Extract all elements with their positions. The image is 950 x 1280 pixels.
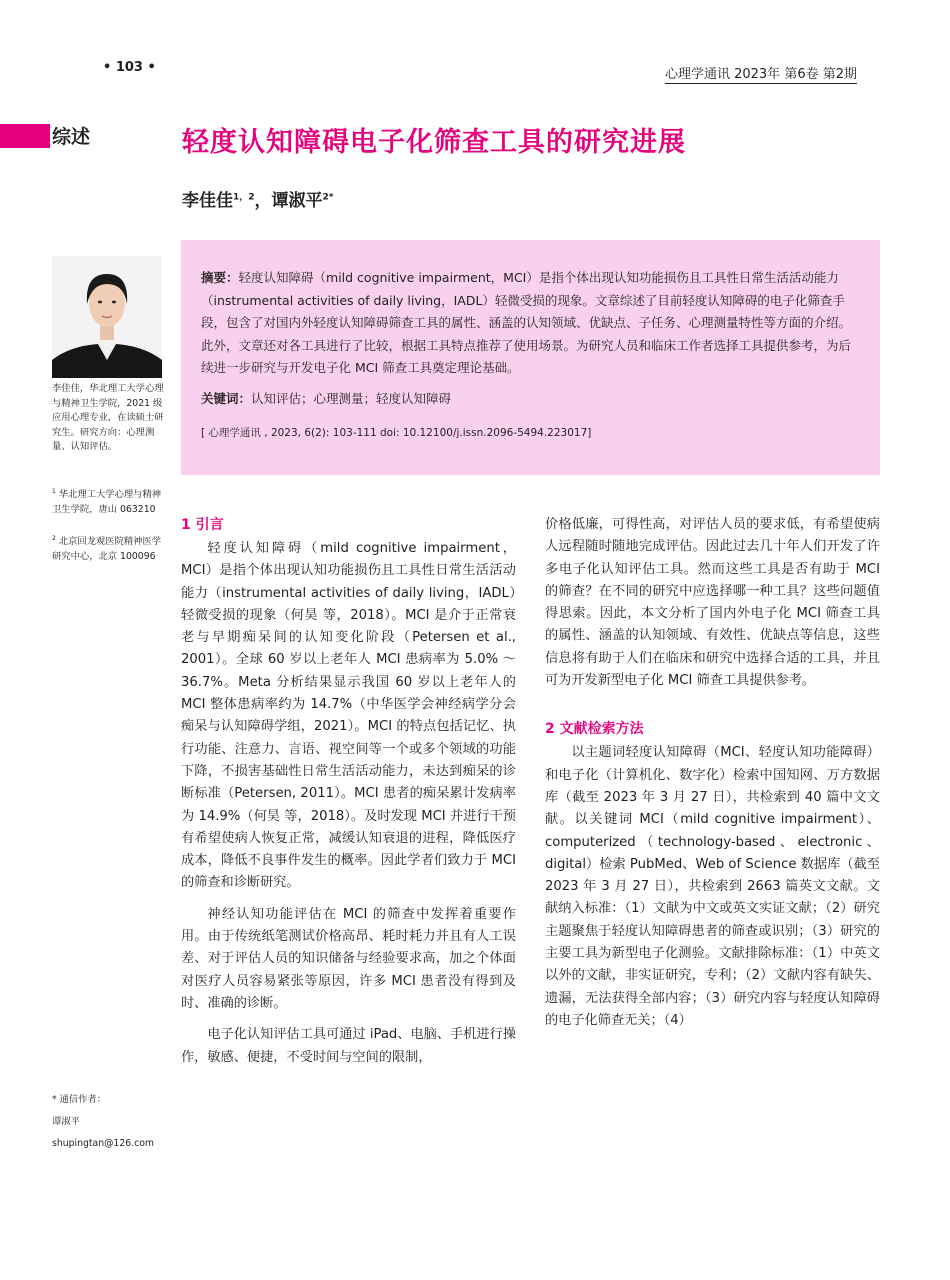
keywords-label: 关键词：	[201, 390, 252, 406]
author-1-affiliation-mark: 1，2	[233, 192, 255, 203]
affiliation-1-text: 华北理工大学心理与精神卫生学院，唐山 063210	[52, 489, 162, 515]
affiliation-1-mark: 1	[52, 488, 56, 495]
abstract-label: 摘要：	[201, 270, 239, 285]
paragraph-4: 以主题词轻度认知障碍（MCI、轻度认知功能障碍）和电子化（计算机化、数字化）检索中国知网、万方数据库（截至 2023 年 3 月 27 日），共检索到 40 篇中文文献。以关键词 MCI（mild cognitive impairment）、computerized（technology-based、electronic、digital）检索 PubMed、Web of Science 数据库（截至 2023 年 3 月 27 日），共检索到 2663 篇英文文献。文献纳入标准：（1）文献为中文或英文实证文献；（2）研究主题聚焦于轻度认知障碍患者的筛查或识别；（3）研究的主要工具为新型电子化测验。文献排除标准：（1）中英文以外的文献，非实证研究，专利；（2）文献内容有缺失、遗漏，无法获得全部内容；（3）研究内容与轻度认知障碍的电子化筛查无关；（4）	[545, 745, 880, 1028]
section-tag: 综述	[52, 126, 91, 148]
paragraph-2: 神经认知功能评估在 MCI 的筛查中发挥着重要作用。由于传统纸笔测试价格高昂、耗时耗力并且有人工误差、对于评估人员的知识储备与经验要求高，加之个体面对医疗人员容易紧张等原因，许多 MCI 患者没有得到及时、准确的诊断。	[181, 906, 516, 1011]
correspondence-label: * 通信作者：	[52, 1094, 107, 1105]
paragraph-3: 电子化认知评估工具可通过 iPad、电脑、手机进行操作，敏感、便捷，不受时间与空间的限制，	[181, 1027, 516, 1065]
affiliation-2	[52, 532, 167, 564]
paragraph-3-continued: 价格低廉，可得性高，对评估人员的要求低，有希望使病人远程随时随地完成评估。因此过去几十年人们开发了许多电子化认知评估工具。然而这些工具是否有助于 MCI 的筛查？在不同的研究中应选择哪一种工具？这些问题值得思索。因此，本文分析了国内外电子化 MCI 筛查工具的属性、涵盖的认知领域、有效性、优缺点等信息，这些信息将有助于人们在临床和研究中选择合适的工具，并且可为开发新型电子化 MCI 筛查工具提供参考。	[545, 517, 880, 689]
paragraph-1: 轻度认知障碍（mild cognitive impairment，MCI）是指个体出现认知功能损伤且工具性日常生活活动能力（instrumental activities of daily living，IADL）轻微受损的现象（何昊 等，2018）。MCI 是介于正常衰老与早期痴呆间的认知变化阶段（Petersen et al., 2001）。全球 60 岁以上老年人 MCI 患病率为 5.0% ～ 36.7%。Meta 分析结果显示我国 60 岁以上老年人的 MCI 整体患病率约为 14.7%（中华医学会神经病学分会痴呆与认知障碍学组，2021）。MCI 的特点包括记忆、执行功能、注意力、言语、视空间等一个或多个领域的功能下降，不损害基础性日常生活活动能力，未达到痴呆的诊断标准（Petersen, 2011）。MCI 患者的痴呆累计发病率为 14.9%（何昊 等，2018）。及时发现 MCI 并进行干预有希望使病人恢复正常，减缓认知衰退的进程，降低医疗成本，降低不良事件发生的概率。因此学者们致力于 MCI 的筛查和诊断研究。	[181, 541, 516, 891]
affiliation-2-text: 北京回龙观医院精神医学研究中心，北京 100096	[52, 536, 162, 562]
section-2-heading: 2 文献检索方法	[545, 721, 644, 738]
body-column-right	[545, 514, 880, 1041]
author-2-name: 谭淑平	[271, 191, 323, 211]
affiliation-1	[52, 485, 167, 517]
correspondence-email: shupingtan@126.com	[52, 1138, 154, 1149]
correspondence-name: 谭淑平	[52, 1116, 80, 1127]
author-photo	[52, 256, 162, 378]
author-separator: ，	[254, 191, 272, 211]
citation-line: [ 心理学通讯 , 2023, 6(2): 103-111 doi: 10.12100/j.issn.2096-5494.223017]	[201, 427, 592, 439]
section-tag-bar	[0, 124, 50, 148]
abstract-box	[181, 240, 880, 475]
abstract-paragraph	[201, 267, 860, 380]
body-column-left	[181, 514, 516, 1078]
abstract-text: 轻度认知障碍（mild cognitive impairment，MCI）是指个体出现认知功能损伤且工具性日常生活活动能力（instrumental activities of daily living，IADL）轻微受损的现象。文章综述了目前轻度认知障碍的电子化筛查手段，包含了对国内外轻度认知障碍筛查工具的属性、涵盖的认知领域、优缺点、子任务、心理测量特性等方面的介绍。此外，文章还对各工具进行了比较，根据工具特点推荐了使用场景。为研究人员和临床工作者选择工具提供参考，为后续进一步研究与开发电子化 MCI 筛查工具奠定理论基础。	[201, 270, 852, 375]
authors	[182, 186, 334, 211]
article-title: 轻度认知障碍电子化筛查工具的研究进展	[182, 127, 686, 158]
author-1-name: 李佳佳	[182, 191, 233, 211]
correspondence	[52, 1089, 167, 1155]
affiliation-2-mark: 2	[52, 535, 56, 542]
page-number: • 103 •	[103, 60, 156, 75]
author-bio: 李佳佳，华北理工大学心理与精神卫生学院，2021 级应用心理专业，在读硕士研究生。研究方向：心理测量、认知评估。	[52, 383, 164, 453]
author-portrait-illustration	[52, 256, 162, 378]
journal-header: 心理学通讯 2023年 第6卷 第2期	[665, 63, 857, 84]
author-2-affiliation-mark: 2*	[322, 192, 334, 203]
keywords-text: 认知评估；心理测量；轻度认知障碍	[251, 390, 452, 406]
keywords-line	[201, 388, 860, 411]
section-1-heading: 1 引言	[181, 517, 224, 533]
